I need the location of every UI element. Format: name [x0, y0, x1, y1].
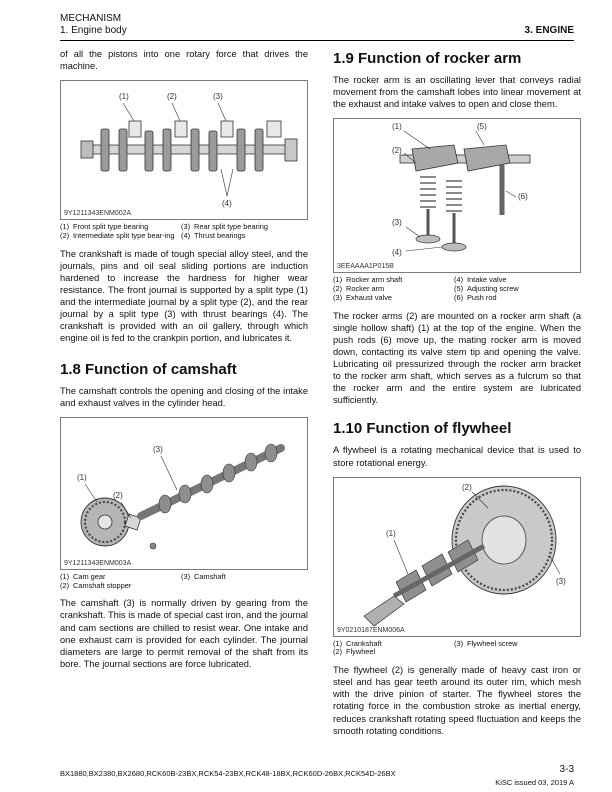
- callout-4: (4): [222, 199, 232, 209]
- camshaft-legend: [60, 573, 308, 591]
- callout-3: (3): [153, 444, 163, 454]
- camshaft-heading: 1.8 Function of camshaft: [60, 360, 237, 378]
- intro-paragraph: of all the pistons into one rotary force that drives the machine.: [60, 49, 308, 72]
- page-number: 3-3: [559, 764, 574, 775]
- header-section: MECHANISM: [60, 13, 122, 24]
- crankshaft-illustration: [61, 81, 307, 219]
- callout-5: (5): [477, 122, 487, 132]
- callout-3: (3): [213, 92, 223, 102]
- figure-id: 3EEAAAA1P015B: [337, 263, 394, 271]
- left-column: [60, 48, 308, 678]
- callout-2: (2): [113, 490, 123, 500]
- crankshaft-figure: [60, 80, 308, 220]
- header-chapter: 3. ENGINE: [524, 25, 574, 36]
- callout-6: (6): [518, 192, 528, 202]
- camshaft-illustration: [61, 418, 307, 569]
- flywheel-intro: A flywheel is a rotating mechanical device that is used to store rotational energy.: [333, 445, 581, 468]
- callout-2: (2): [167, 92, 177, 102]
- callout-1: (1): [392, 122, 402, 132]
- callout-1: (1): [119, 92, 129, 102]
- legend-row: (2) Flywheel: [333, 647, 376, 657]
- flywheel-illustration: [334, 478, 580, 636]
- rocker-arm-figure: [333, 118, 581, 273]
- flywheel-legend: [333, 640, 581, 658]
- callout-2: (2): [392, 146, 402, 156]
- rocker-arm-illustration: [334, 119, 580, 272]
- legend-row: (1) Front split type bearing (3) Rear split type bearing: [60, 222, 268, 232]
- running-header: [60, 13, 127, 37]
- legend-row: (2) Camshaft stopper: [60, 580, 132, 590]
- rocker-arm-heading: 1.9 Function of rocker arm: [333, 50, 522, 67]
- callout-3: (3): [556, 576, 566, 586]
- callout-4: (4): [392, 248, 402, 258]
- camshaft-intro: The camshaft controls the opening and closing of the intake and exhaust valves in the cylinder head.: [60, 385, 308, 408]
- legend-row: (1) Cam gear (3) Camshaft: [60, 571, 226, 581]
- issue-info: KiSC issued 03, 2019 A: [495, 778, 574, 787]
- legend-row: (2) Intermediate split type bear-ing (4) Thrust bearings: [60, 230, 246, 240]
- crankshaft-legend: [60, 223, 308, 241]
- callout-1: (1): [386, 528, 396, 538]
- right-column: [333, 48, 581, 745]
- figure-id: 9Y1211343ENM003A: [64, 559, 132, 567]
- legend-row: (3) Exhaust valve (6) Push rod: [333, 292, 497, 302]
- camshaft-figure: [60, 417, 308, 570]
- header-subsection: 1. Engine body: [60, 25, 127, 36]
- header-rule: [60, 40, 574, 41]
- callout-3: (3): [392, 218, 402, 228]
- rocker-arm-intro: The rocker arm is an oscillating lever that conveys radial movement from the camshaft lobes into linear movement at the exhaust and intake valves to open and close them.: [333, 75, 581, 110]
- camshaft-description: The camshaft (3) is normally driven by gearing from the crankshaft. This is made of special cast iron, and the journal and cam sections are chilled to resist wear. One intake and one exhaust cam is provided for each cylinder. The journal diameters are large to permit removal of the shaft from its bore. The journal sections are force lubricated.: [60, 598, 308, 669]
- crankshaft-description: The crankshaft is made of tough special alloy steel, and the journals, pins and oil seal sliding portions are induction hardened to increase the hardness for higher wear resistance. The front journal is supported by a split type (1) and the intermediate journal by a split type (2), and the rear journal by a split type (3) with thrust bearings (4). The crankshaft is provided with an oil gallery, through which engine oil is fed to the crankpin portion, and lubricates it.: [60, 248, 308, 344]
- legend-row: (1) Crankshaft (3) Flywheel screw: [333, 638, 518, 648]
- flywheel-heading: 1.10 Function of flywheel: [333, 420, 512, 438]
- figure-id: 9Y0210187ENM006A: [337, 626, 405, 634]
- callout-2: (2): [462, 482, 472, 492]
- rocker-arm-description: The rocker arms (2) are mounted on a rocker arm shaft (a single hollow shaft) (1) at the top of the engine. When the push rods (6) move up, the mating rocker arm is moved down, contacting its valve stem tip and opening the valve. Lubricating oil pressurized through the rocker arm bracket to the rocker arm shaft, which serves as a fulcrum so that the rocker arm and the entire system are lubricated sufficiently.: [333, 310, 581, 406]
- footer-models: BX1880,BX2380,BX2680,RCK60B-23BX,RCK54-23BX,RCK48-18BX,RCK60D-26BX,RCK54D-26BX: [60, 769, 396, 778]
- rocker-arm-legend: [333, 276, 581, 302]
- flywheel-figure: [333, 477, 581, 637]
- figure-id: 9Y1211343ENM002A: [64, 210, 132, 218]
- legend-row: (2) Rocker arm (5) Adjusting screw: [333, 284, 519, 294]
- flywheel-description: The flywheel (2) is generally made of heavy cast iron or steel and has gear teeth around its outer rim, which mesh with the drive pinion of starter. The flywheel stores the rotating force in the combustion stroke as inertial energy, reduces crankshaft rotating speed fluctuation and keeps the smooth rotating conditions.: [333, 665, 581, 736]
- legend-row: (1) Rocker arm shaft (4) Intake valve: [333, 275, 507, 285]
- callout-1: (1): [77, 472, 87, 482]
